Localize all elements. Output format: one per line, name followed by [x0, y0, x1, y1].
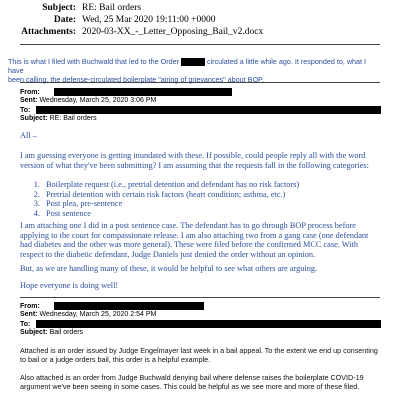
- msg1-subject-row: [20, 115, 97, 123]
- email-attachments-row: [10, 27, 263, 38]
- msg1-para4: Hope everyone is doing well!: [20, 281, 119, 290]
- message-divider: [20, 297, 380, 298]
- msg1-from-row: [20, 88, 232, 97]
- redaction-block: [54, 302, 204, 310]
- subject-label: Subject:: [20, 115, 48, 122]
- email-subject: RE: Bail orders: [82, 3, 142, 13]
- msg2-to-row: [20, 320, 381, 329]
- msg1-greeting: All –: [20, 131, 37, 140]
- subject-label: Subject:: [20, 329, 48, 336]
- msg2-subject: Bail orders: [49, 329, 84, 336]
- msg1-to-row: [20, 106, 381, 115]
- list-item: 3. Post plea, pre-sentence: [42, 199, 384, 209]
- msg1-para2: I am attaching one I did in a post sentence case. The defendant has to go through BOP process before applying to the court for compassionate release. I am also attaching two from a gang case (one defendant had diabetes and the other was more general). These were filed before the confirmed MCC case. With respect to the diabetic defendant, Judge Daniels just denied the order without an opinion.: [20, 221, 369, 259]
- attachments-label: Attachments:: [21, 27, 76, 37]
- intro-line1-end: circulated a little while ago. It responded to, what I have: [8, 57, 366, 76]
- from-label: From:: [20, 302, 40, 310]
- msg2-sent: Wednesday, March 25, 2020 2:54 PM: [39, 311, 157, 318]
- from-label: From:: [20, 88, 40, 96]
- redaction-block: [54, 88, 232, 96]
- msg2-subject-row: [20, 329, 83, 337]
- msg2-para1: Attached is an order issued by Judge Engelmayer last week in a bail appeal. To the extent we end up consenting to bail or a judge orders bail, this order is a helpful example.: [20, 346, 378, 364]
- header-divider: [20, 44, 380, 45]
- list-item: 4. Post sentence: [42, 209, 384, 219]
- msg1-sent-row: [20, 97, 156, 105]
- sent-label: Sent:: [20, 311, 38, 318]
- sent-label: Sent:: [20, 97, 38, 104]
- email-date: Wed, 25 Mar 2020 19:11:00 +0000: [82, 15, 216, 25]
- email-subject-row: [30, 3, 141, 14]
- msg1-category-list: [22, 180, 384, 218]
- msg2-from-row: [20, 302, 204, 311]
- msg2-sent-row: [20, 311, 156, 319]
- redaction-block: [181, 58, 205, 66]
- date-label: Date:: [53, 15, 76, 25]
- intro-text: [8, 57, 373, 84]
- redaction-block: [36, 106, 381, 114]
- email-date-row: [30, 15, 216, 26]
- msg1-subject: RE: Bail orders: [49, 115, 97, 122]
- list-item: 2. Pretrial detention with certain risk factors (heart condition; asthma, etc.): [42, 190, 384, 200]
- msg2-para2: Also attached is an order from Judge Buchwald denying bail where defense raises the boilerplate COVID-19 argument we've been seeing in some cases. This could be helpful as we see more and more of these filed.: [20, 373, 364, 391]
- message-divider: [20, 82, 380, 83]
- intro-line1-start: This is what I filed with Buchwald that led to the Order: [8, 57, 179, 66]
- redaction-block: [36, 320, 381, 328]
- msg1-sent: Wednesday, March 25, 2020 3:06 PM: [39, 97, 157, 104]
- intro-line2: been calling, the defense-circulated boilerplate "airing of grievances" about BOP.: [8, 75, 264, 85]
- subject-label: Subject:: [42, 3, 76, 13]
- to-label: To:: [20, 106, 31, 114]
- list-item: 1. Boilerplate request (i.e., pretrial detention and defendant has no risk factors): [42, 180, 384, 190]
- msg1-para3: But, as we are handling many of these, it would be helpful to see what others are arguing.: [20, 264, 318, 273]
- to-label: To:: [20, 320, 31, 328]
- msg1-para1: I am guessing everyone is getting inundated with these. If possible, could people reply all with the word version of what they've been submitting? I am assuming that the requests fall in the following categories:: [20, 151, 369, 170]
- attachment-filename[interactable]: 2020-03-XX_-_Letter_Opposing_Bail_v2.docx: [82, 27, 264, 37]
